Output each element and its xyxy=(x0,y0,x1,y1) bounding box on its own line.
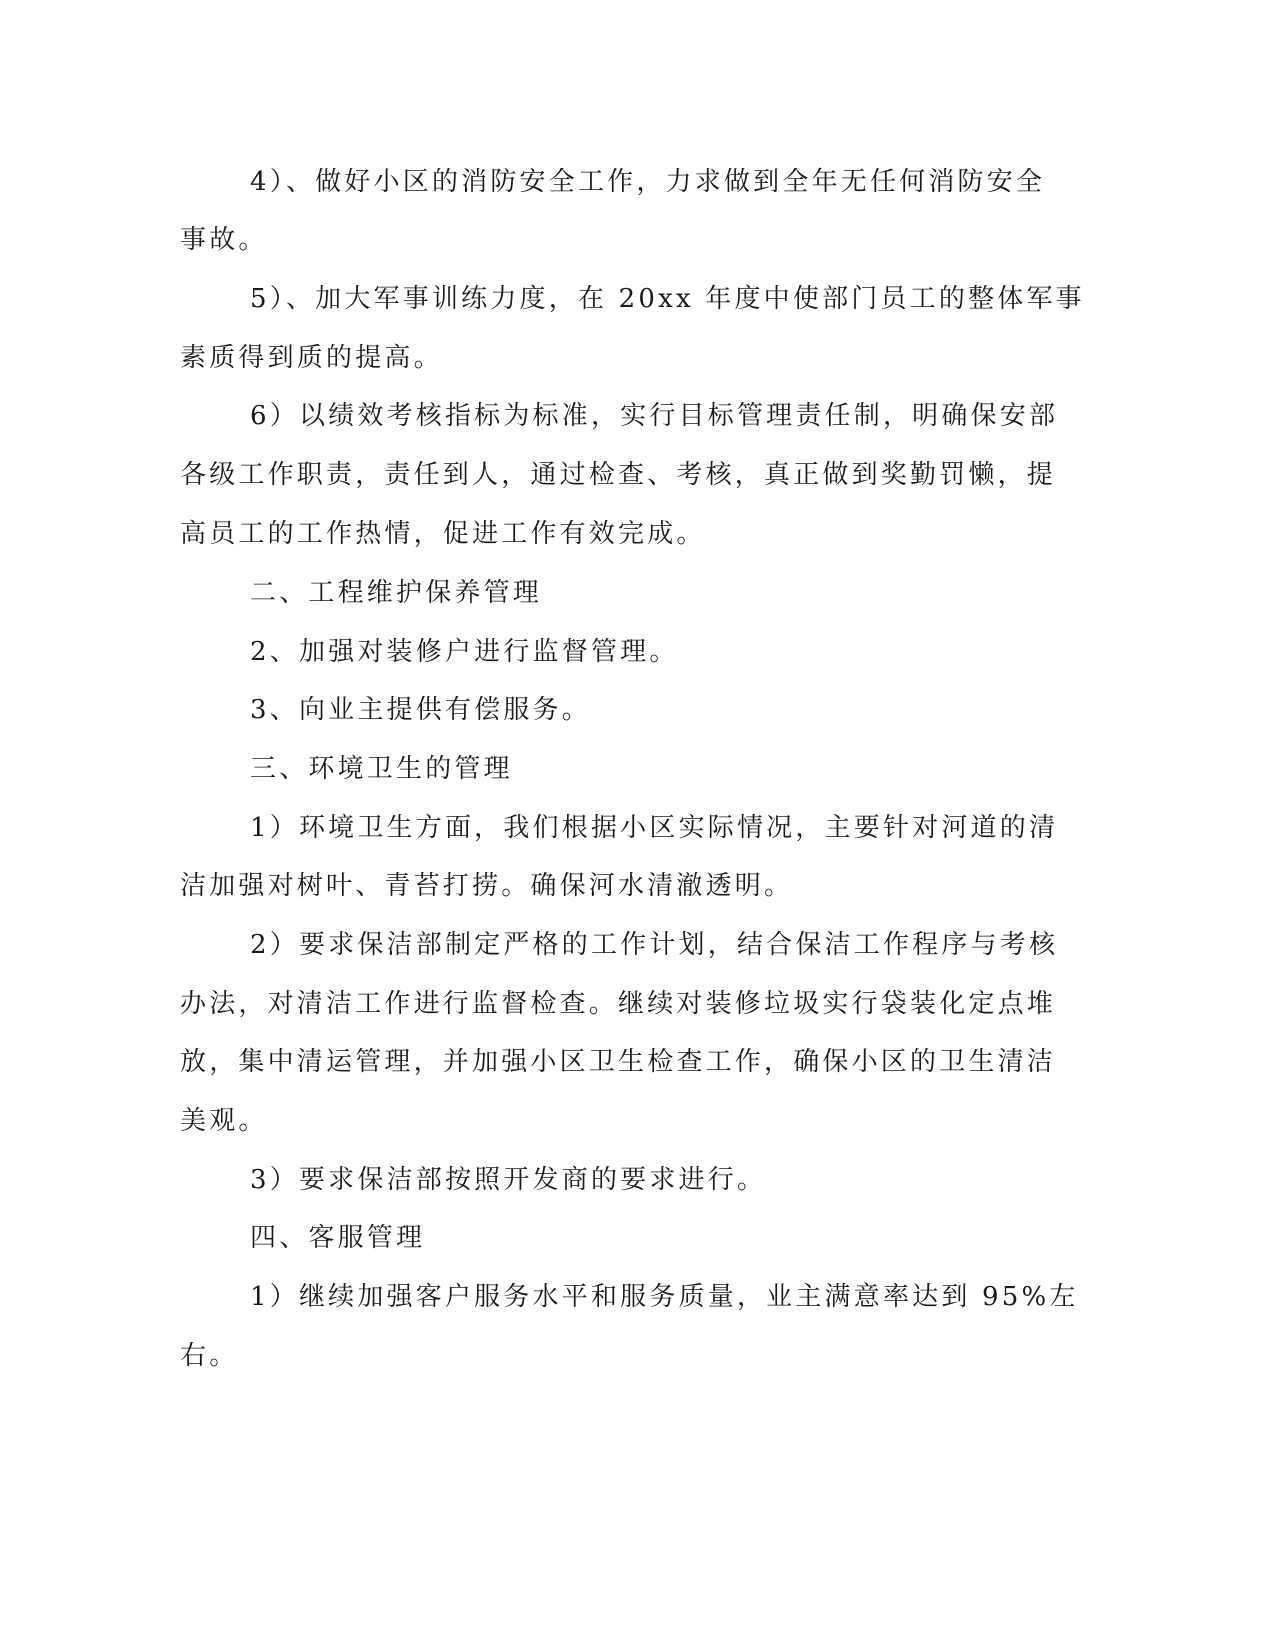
paragraph-fire-safety-cont: 事故。 xyxy=(180,225,268,255)
paragraph-developer-requirements: 3）要求保洁部按照开发商的要求进行。 xyxy=(250,1165,767,1195)
paragraph-river-cleaning: 1）环境卫生方面，我们根据小区实际情况，主要针对河道的清 xyxy=(250,813,1059,843)
paragraph-cleaning-plan-cont-1: 办法，对清洁工作进行监督检查。继续对装修垃圾实行袋装化定点堆 xyxy=(180,989,1057,1019)
paragraph-performance-cont-1: 各级工作职责，责任到人，通过检查、考核，真正做到奖勤罚懒，提 xyxy=(180,460,1057,490)
paragraph-satisfaction: 1）继续加强客户服务水平和服务质量，业主满意率达到 95%左 xyxy=(250,1282,1079,1312)
paragraph-fire-safety: 4）、做好小区的消防安全工作，力求做到全年无任何消防安全 xyxy=(250,167,1046,197)
section-heading-customer-service: 四、客服管理 xyxy=(250,1223,426,1253)
paragraph-paid-services: 3、向业主提供有偿服务。 xyxy=(250,695,591,725)
paragraph-renovation-supervision: 2、加强对装修户进行监督管理。 xyxy=(250,637,679,667)
section-heading-environment: 三、环境卫生的管理 xyxy=(250,754,513,784)
paragraph-performance-cont-2: 高员工的工作热情，促进工作有效完成。 xyxy=(180,519,706,549)
paragraph-military-training-cont: 素质得到质的提高。 xyxy=(180,343,443,373)
paragraph-cleaning-plan-cont-2: 放，集中清运管理，并加强小区卫生检查工作，确保小区的卫生清洁 xyxy=(180,1047,1057,1077)
paragraph-military-training: 5）、加大军事训练力度，在 20xx 年度中使部门员工的整体军事 xyxy=(250,284,1085,314)
paragraph-satisfaction-cont: 右。 xyxy=(180,1341,239,1371)
section-heading-engineering: 二、工程维护保养管理 xyxy=(250,578,543,608)
paragraph-cleaning-plan: 2）要求保洁部制定严格的工作计划，结合保洁工作程序与考核 xyxy=(250,930,1059,960)
paragraph-river-cleaning-cont: 洁加强对树叶、青苔打捞。确保河水清澈透明。 xyxy=(180,871,794,901)
paragraph-performance: 6）以绩效考核指标为标准，实行目标管理责任制，明确保安部 xyxy=(250,401,1059,431)
paragraph-cleaning-plan-cont-3: 美观。 xyxy=(180,1106,268,1136)
